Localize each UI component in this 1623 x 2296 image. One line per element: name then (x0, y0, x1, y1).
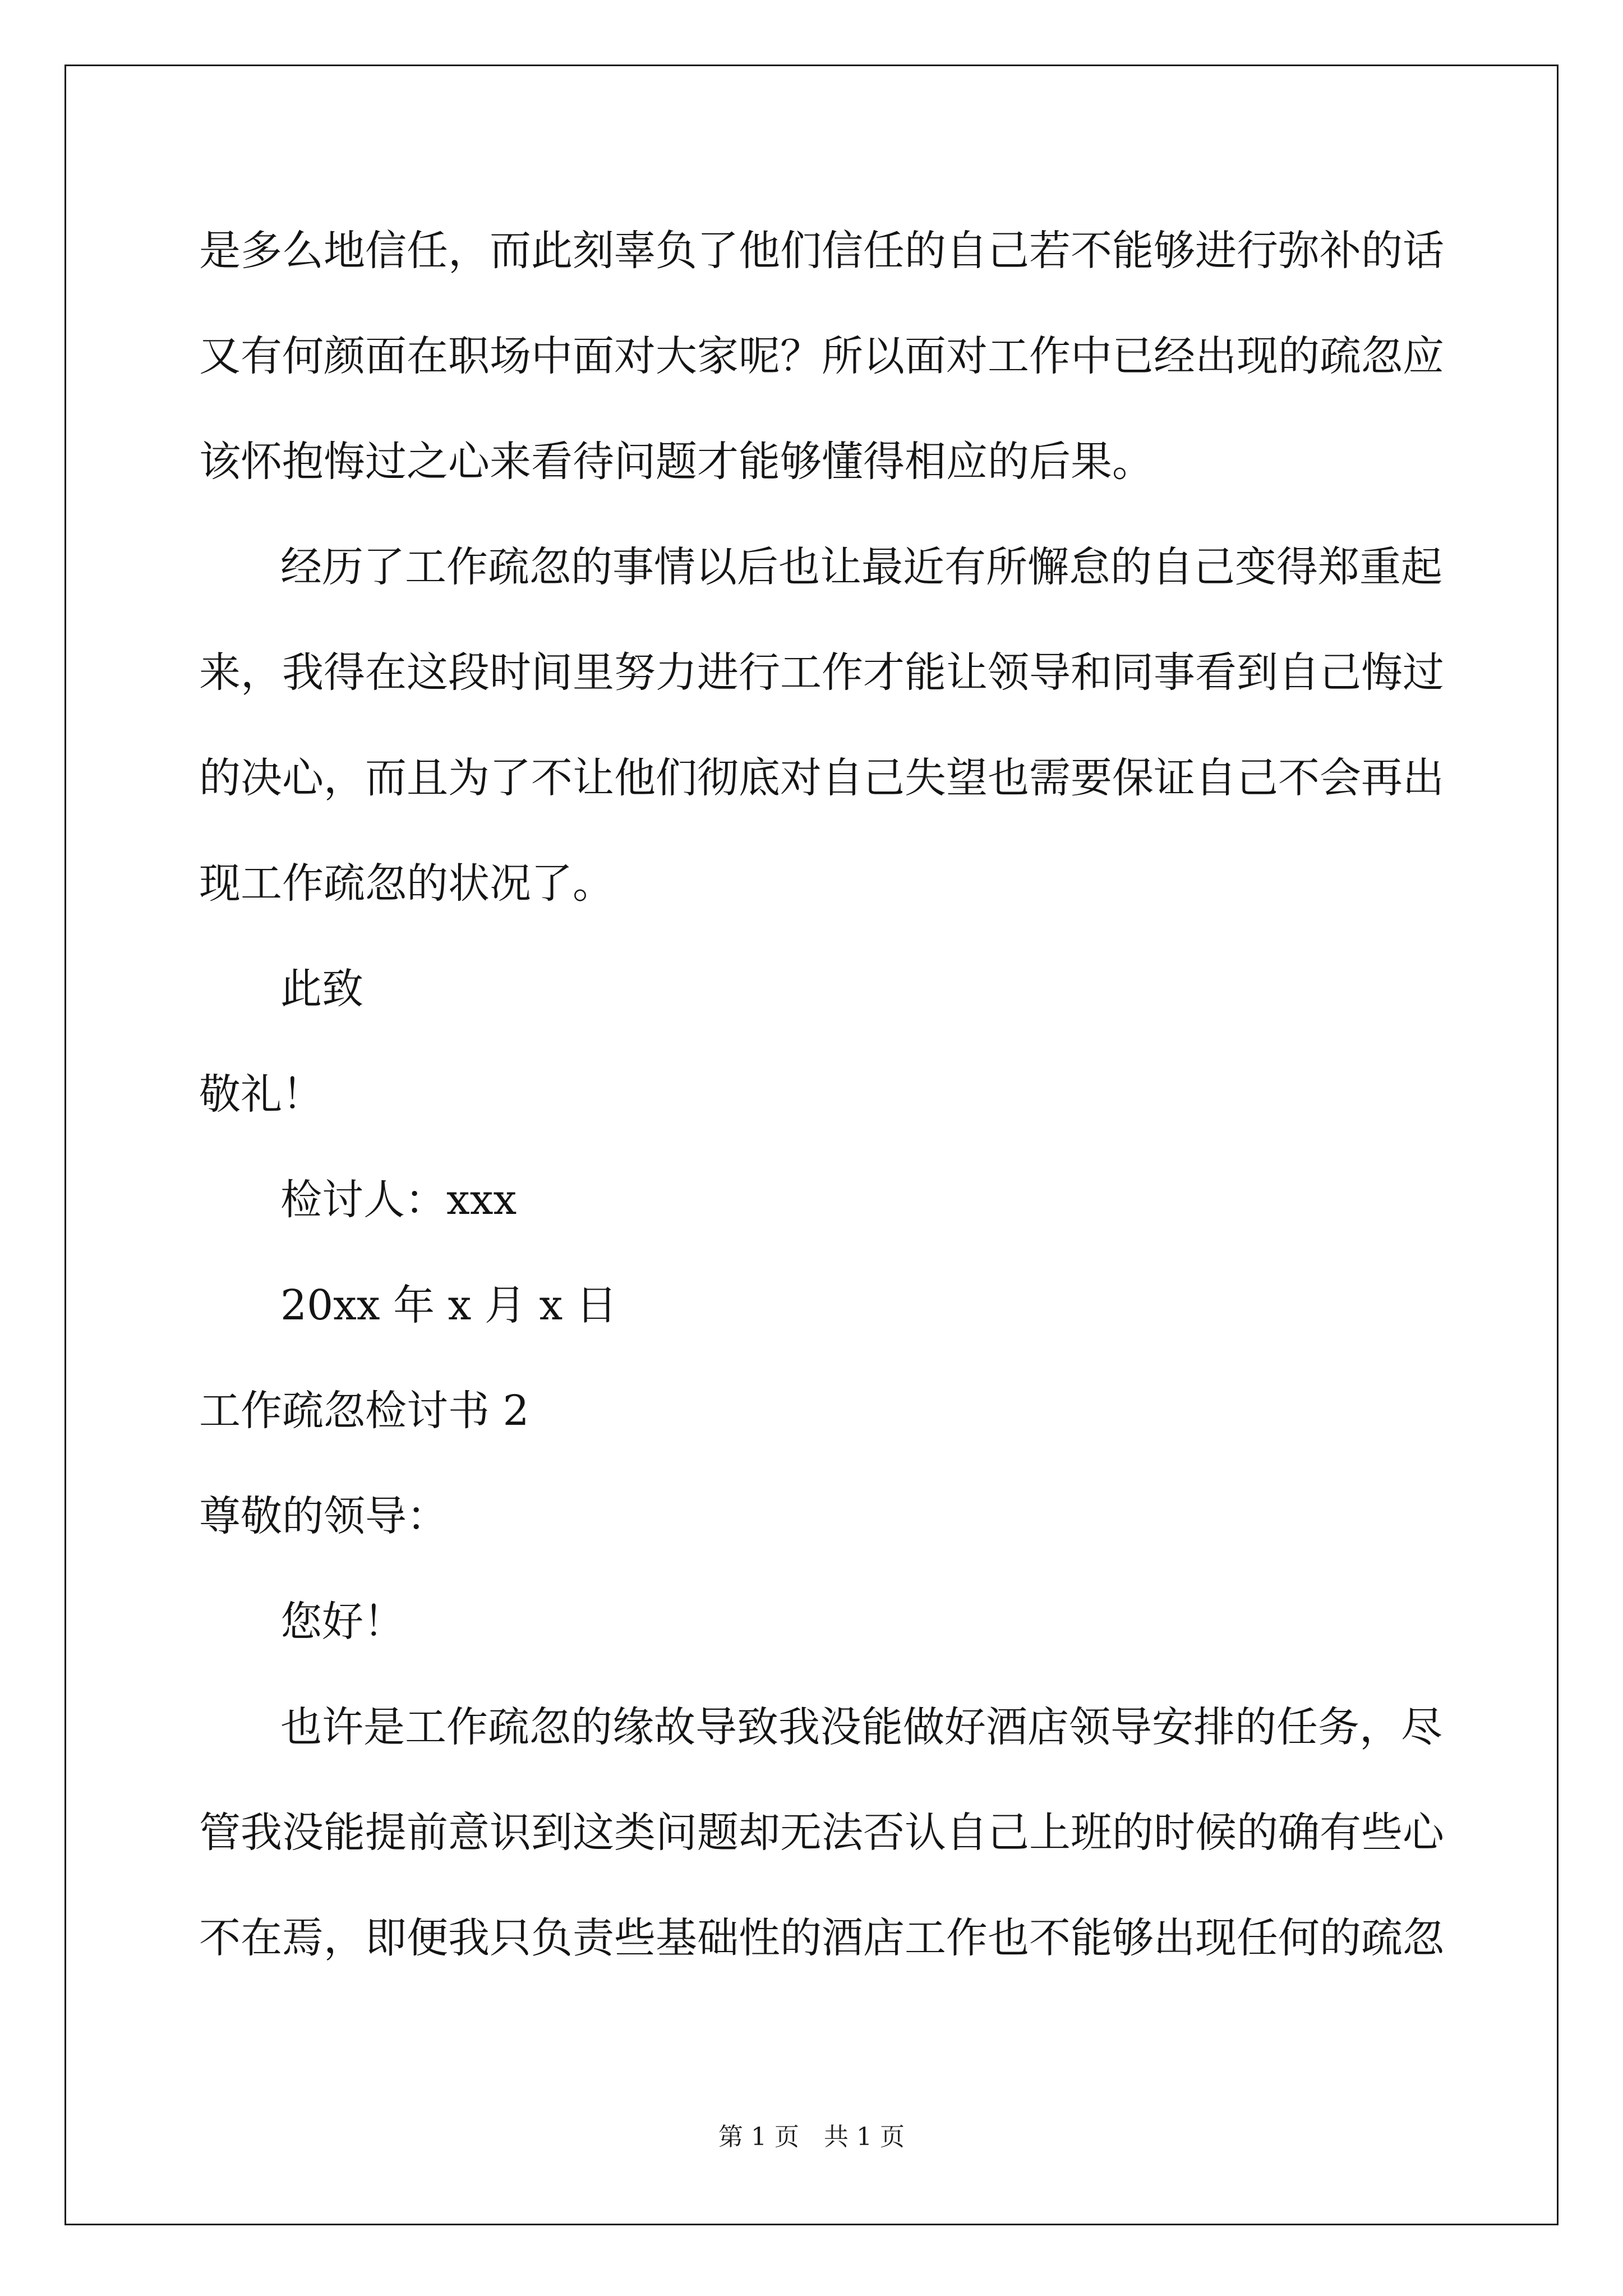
paragraph-2-line-4: 现工作疏忽的状况了。 (199, 859, 614, 908)
hello-line: 您好！ (280, 1598, 405, 1646)
section-title: 工作疏忽检讨书 2 (199, 1387, 529, 1435)
paragraph-1-line-1: 是多么地信任，而此刻辜负了他们信任的自己若不能够进行弥补的话 (199, 227, 1444, 275)
paragraph-2-line-2: 来，我得在这段时间里努力进行工作才能让领导和同事看到自己悔过 (199, 648, 1444, 697)
paragraph-3-line-1: 也许是工作疏忽的缘故导致我没能做好酒店领导安排的任务，尽 (280, 1703, 1442, 1751)
greeting-line: 尊敬的领导： (199, 1492, 448, 1540)
closing-text: 此致 (280, 965, 363, 1013)
paragraph-2-line-3: 的决心，而且为了不让他们彻底对自己失望也需要保证自己不会再出 (199, 754, 1444, 802)
signature-line: 检讨人：xxx (280, 1176, 517, 1224)
salute-text: 敬礼！ (199, 1070, 324, 1119)
page-number-footer: 第 1 页 共 1 页 (718, 2123, 905, 2151)
date-line: 20xx 年 x 月 x 日 (280, 1281, 617, 1329)
paragraph-1-line-2: 又有何颜面在职场中面对大家呢？所以面对工作中已经出现的疏忽应 (199, 332, 1444, 380)
page-border (64, 65, 1559, 2225)
paragraph-1-line-3: 该怀抱悔过之心来看待问题才能够懂得相应的后果。 (199, 438, 1154, 486)
paragraph-3-line-2: 管我没能提前意识到这类问题却无法否认自己上班的时候的确有些心 (199, 1809, 1444, 1857)
paragraph-2-line-1: 经历了工作疏忽的事情以后也让最近有所懈怠的自己变得郑重起 (280, 543, 1442, 591)
paragraph-3-line-3: 不在焉，即便我只负责些基础性的酒店工作也不能够出现任何的疏忽 (199, 1914, 1444, 1962)
